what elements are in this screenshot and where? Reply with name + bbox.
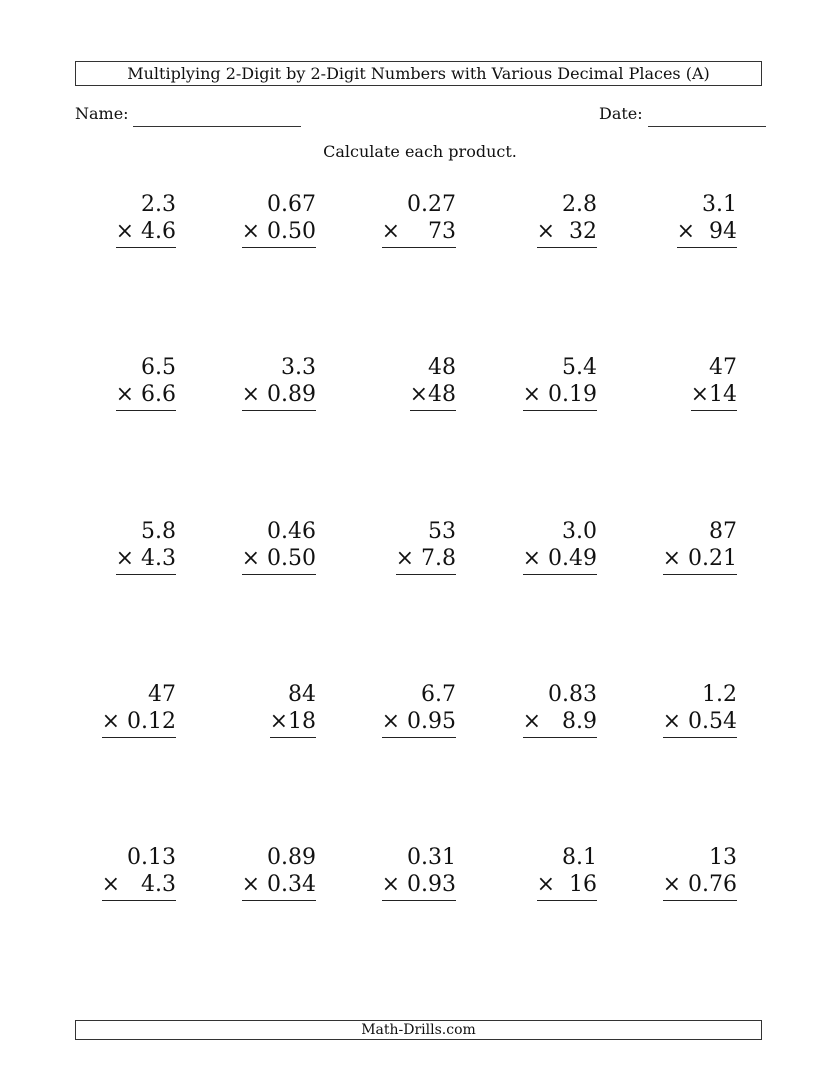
multiplicand: 48 (428, 355, 456, 380)
multiplier: × 0.54 (663, 709, 737, 738)
multiplier: ×48 (410, 382, 456, 411)
multiplier: × 0.89 (242, 382, 316, 411)
name-label: Name: (75, 104, 129, 123)
problem (607, 845, 737, 905)
date-label: Date: (599, 104, 643, 123)
problem (186, 845, 316, 905)
multiplier: × 0.95 (382, 709, 456, 738)
multiplicand: 47 (709, 355, 737, 380)
worksheet-title: Multiplying 2-Digit by 2-Digit Numbers with Various Decimal Places (A) (75, 61, 762, 86)
multiplier: × 0.19 (523, 382, 597, 411)
multiplicand: 84 (288, 682, 316, 707)
multiplicand: 53 (428, 519, 456, 544)
multiplier: × 0.49 (523, 546, 597, 575)
multiplier: ×14 (691, 382, 737, 411)
multiplier: × 0.21 (663, 546, 737, 575)
problem (467, 519, 597, 579)
multiplier: × 0.93 (382, 872, 456, 901)
multiplicand: 0.46 (267, 519, 316, 544)
problem (326, 682, 456, 742)
instructions: Calculate each product. (323, 142, 517, 161)
problem (46, 355, 176, 415)
multiplicand: 2.8 (562, 192, 597, 217)
multiplier: × 0.12 (102, 709, 176, 738)
multiplicand: 5.8 (141, 519, 176, 544)
problem (607, 192, 737, 252)
problem (186, 682, 316, 742)
multiplicand: 87 (709, 519, 737, 544)
problem (326, 355, 456, 415)
multiplicand: 0.89 (267, 845, 316, 870)
problem (607, 519, 737, 579)
multiplier: × 7.8 (396, 546, 456, 575)
problem (467, 845, 597, 905)
problem (326, 519, 456, 579)
multiplicand: 47 (148, 682, 176, 707)
problem (326, 845, 456, 905)
multiplier: × 0.76 (663, 872, 737, 901)
multiplicand: 8.1 (562, 845, 597, 870)
multiplicand: 3.0 (562, 519, 597, 544)
multiplicand: 13 (709, 845, 737, 870)
multiplicand: 5.4 (562, 355, 597, 380)
problem (46, 519, 176, 579)
problem (607, 682, 737, 742)
problem (46, 192, 176, 252)
problem (467, 355, 597, 415)
multiplier: × 6.6 (116, 382, 176, 411)
multiplicand: 3.3 (281, 355, 316, 380)
multiplier: × 0.34 (242, 872, 316, 901)
multiplicand: 1.2 (702, 682, 737, 707)
problem (467, 682, 597, 742)
multiplier: × 94 (677, 219, 737, 248)
multiplier: × 0.50 (242, 219, 316, 248)
multiplier: × 4.3 (116, 546, 176, 575)
problem (186, 519, 316, 579)
multiplier: × 32 (537, 219, 597, 248)
multiplier: × 4.3 (102, 872, 176, 901)
multiplicand: 0.67 (267, 192, 316, 217)
multiplier: × 8.9 (523, 709, 597, 738)
multiplicand: 2.3 (141, 192, 176, 217)
problem (607, 355, 737, 415)
multiplicand: 0.13 (127, 845, 176, 870)
multiplicand: 3.1 (702, 192, 737, 217)
multiplicand: 0.27 (407, 192, 456, 217)
footer-source: Math-Drills.com (75, 1020, 762, 1040)
problem (46, 845, 176, 905)
problem (326, 192, 456, 252)
problem (186, 192, 316, 252)
multiplicand: 0.31 (407, 845, 456, 870)
multiplier: × 4.6 (116, 219, 176, 248)
multiplier: × 16 (537, 872, 597, 901)
multiplier: ×18 (270, 709, 316, 738)
multiplier: × 0.50 (242, 546, 316, 575)
multiplicand: 0.83 (548, 682, 597, 707)
multiplicand: 6.7 (421, 682, 456, 707)
multiplier: × 73 (382, 219, 456, 248)
problem (186, 355, 316, 415)
multiplicand: 6.5 (141, 355, 176, 380)
problem (46, 682, 176, 742)
problem (467, 192, 597, 252)
